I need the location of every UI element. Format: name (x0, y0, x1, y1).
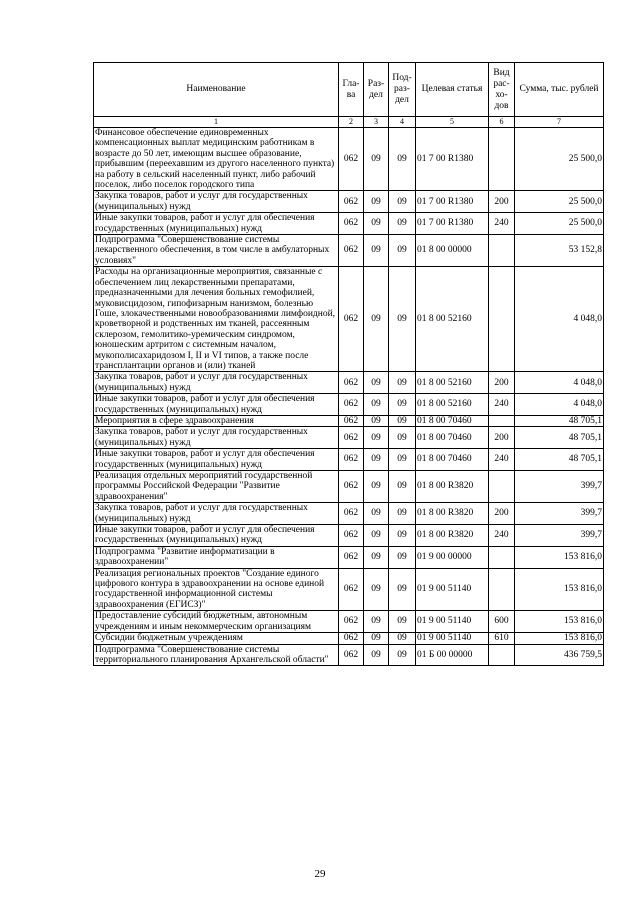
section-cell: 09 (364, 611, 389, 633)
target-article-cell: 01 8 00 00000 (416, 235, 489, 267)
row-name-cell: Подпрограмма "Совершенствование системы территориального планирования Архангельской области" (94, 644, 339, 666)
section-cell: 09 (364, 568, 389, 611)
table-row (94, 546, 604, 568)
target-article-cell: 01 8 00 70460 (416, 415, 489, 426)
section-cell: 09 (364, 267, 389, 372)
column-number-row (94, 117, 604, 128)
section-cell: 09 (364, 415, 389, 426)
expense-type-cell: 240 (489, 525, 515, 547)
subsection-cell: 09 (389, 235, 416, 267)
row-name-cell: Мероприятия в сфере здравоохранения (94, 415, 339, 426)
target-article-cell: 01 8 00 70460 (416, 449, 489, 471)
budget-table (93, 62, 604, 666)
expense-type-cell: 200 (489, 503, 515, 525)
table-row (94, 415, 604, 426)
section-cell: 09 (364, 235, 389, 267)
subsection-cell: 09 (389, 568, 416, 611)
table-row (94, 267, 604, 372)
expense-type-cell (489, 128, 515, 191)
expense-type-cell: 600 (489, 611, 515, 633)
chapter-cell: 062 (339, 191, 364, 213)
table-row (94, 372, 604, 394)
target-article-cell: 01 9 00 51140 (416, 611, 489, 633)
chapter-cell: 062 (339, 644, 364, 666)
column-number: 7 (515, 117, 604, 128)
table-row (94, 633, 604, 644)
expense-type-cell (489, 568, 515, 611)
row-name-cell: Закупка товаров, работ и услуг для государственных (муниципальных) нужд (94, 191, 339, 213)
section-cell: 09 (364, 191, 389, 213)
section-cell: 09 (364, 213, 389, 235)
section-cell: 09 (364, 471, 389, 503)
column-number: 1 (94, 117, 339, 128)
chapter-cell: 062 (339, 372, 364, 394)
table-row (94, 394, 604, 416)
page-number: 29 (314, 868, 326, 880)
row-name-cell: Реализация отдельных мероприятий государственной программы Российской Федерации "Развитие здравоохранения" (94, 471, 339, 503)
table-row (94, 128, 604, 191)
sum-cell: 48 705,1 (515, 449, 604, 471)
table-body (94, 128, 604, 666)
row-name-cell: Иные закупки товаров, работ и услуг для обеспечения государственных (муниципальных) нужд (94, 525, 339, 547)
row-name-cell: Реализация региональных проектов "Создание единого цифрового контура в здравоохранении на основе единой государственной информационной системы здравоохранения (ЕГИСЗ)" (94, 568, 339, 611)
row-name-cell: Закупка товаров, работ и услуг для государственных (муниципальных) нужд (94, 427, 339, 449)
row-name-cell: Субсидии бюджетным учреждениям (94, 633, 339, 644)
column-number: 6 (489, 117, 515, 128)
subsection-cell: 09 (389, 546, 416, 568)
chapter-cell: 062 (339, 546, 364, 568)
subsection-cell: 09 (389, 128, 416, 191)
chapter-cell: 062 (339, 427, 364, 449)
subsection-cell: 09 (389, 191, 416, 213)
chapter-cell: 062 (339, 525, 364, 547)
expense-type-cell (489, 235, 515, 267)
sum-cell: 153 816,0 (515, 568, 604, 611)
row-name-cell: Подпрограмма "Совершенствование системы лекарственного обеспечения, в том числе в амбулаторных условиях" (94, 235, 339, 267)
section-cell: 09 (364, 644, 389, 666)
sum-cell: 399,7 (515, 471, 604, 503)
row-name-cell: Закупка товаров, работ и услуг для государственных (муниципальных) нужд (94, 372, 339, 394)
subsection-cell: 09 (389, 213, 416, 235)
target-article-cell: 01 8 00 R3820 (416, 471, 489, 503)
target-article-cell: 01 9 00 00000 (416, 546, 489, 568)
subsection-cell: 09 (389, 471, 416, 503)
header-expense-type: Вид рас-хо-дов (489, 63, 515, 117)
section-cell: 09 (364, 546, 389, 568)
expense-type-cell (489, 415, 515, 426)
header-subsection: Под-раз-дел (389, 63, 416, 117)
table-row (94, 611, 604, 633)
target-article-cell: 01 7 00 R1380 (416, 213, 489, 235)
chapter-cell: 062 (339, 503, 364, 525)
sum-cell: 48 705,1 (515, 427, 604, 449)
sum-cell: 48 705,1 (515, 415, 604, 426)
table-row (94, 503, 604, 525)
subsection-cell: 09 (389, 611, 416, 633)
table-row (94, 644, 604, 666)
expense-type-cell: 240 (489, 213, 515, 235)
sum-cell: 25 500,0 (515, 213, 604, 235)
subsection-cell: 09 (389, 372, 416, 394)
column-number: 4 (389, 117, 416, 128)
subsection-cell: 09 (389, 415, 416, 426)
section-cell: 09 (364, 394, 389, 416)
expense-type-cell (489, 267, 515, 372)
header-sum: Сумма, тыс. рублей (515, 63, 604, 117)
subsection-cell: 09 (389, 427, 416, 449)
table-row (94, 191, 604, 213)
sum-cell: 399,7 (515, 503, 604, 525)
sum-cell: 4 048,0 (515, 394, 604, 416)
row-name-cell: Предоставление субсидий бюджетным, автономным учреждениям и иным некоммерческим организациям (94, 611, 339, 633)
chapter-cell: 062 (339, 235, 364, 267)
chapter-cell: 062 (339, 415, 364, 426)
row-name-cell: Иные закупки товаров, работ и услуг для обеспечения государственных (муниципальных) нужд (94, 213, 339, 235)
chapter-cell: 062 (339, 267, 364, 372)
subsection-cell: 09 (389, 644, 416, 666)
expense-type-cell: 200 (489, 191, 515, 213)
chapter-cell: 062 (339, 213, 364, 235)
expense-type-cell: 200 (489, 372, 515, 394)
table-row (94, 235, 604, 267)
target-article-cell: 01 8 00 70460 (416, 427, 489, 449)
section-cell: 09 (364, 449, 389, 471)
chapter-cell: 062 (339, 611, 364, 633)
sum-cell: 25 500,0 (515, 128, 604, 191)
target-article-cell: 01 Б 00 00000 (416, 644, 489, 666)
expense-type-cell: 200 (489, 427, 515, 449)
expense-type-cell: 610 (489, 633, 515, 644)
header-chapter: Гла-ва (339, 63, 364, 117)
table-row (94, 568, 604, 611)
chapter-cell: 062 (339, 471, 364, 503)
target-article-cell: 01 9 00 51140 (416, 633, 489, 644)
sum-cell: 153 816,0 (515, 633, 604, 644)
sum-cell: 25 500,0 (515, 191, 604, 213)
section-cell: 09 (364, 503, 389, 525)
section-cell: 09 (364, 427, 389, 449)
expense-type-cell (489, 644, 515, 666)
column-number: 5 (416, 117, 489, 128)
chapter-cell: 062 (339, 568, 364, 611)
section-cell: 09 (364, 633, 389, 644)
header-section: Раз-дел (364, 63, 389, 117)
row-name-cell: Закупка товаров, работ и услуг для государственных (муниципальных) нужд (94, 503, 339, 525)
sum-cell: 153 816,0 (515, 546, 604, 568)
table-row (94, 449, 604, 471)
expense-type-cell (489, 471, 515, 503)
expense-type-cell: 240 (489, 449, 515, 471)
column-number: 2 (339, 117, 364, 128)
expense-type-cell (489, 546, 515, 568)
row-name-cell: Подпрограмма "Развитие информатизации в здравоохранении" (94, 546, 339, 568)
sum-cell: 436 759,5 (515, 644, 604, 666)
table-row (94, 427, 604, 449)
target-article-cell: 01 8 00 52160 (416, 394, 489, 416)
chapter-cell: 062 (339, 128, 364, 191)
sum-cell: 399,7 (515, 525, 604, 547)
target-article-cell: 01 8 00 R3820 (416, 525, 489, 547)
section-cell: 09 (364, 525, 389, 547)
target-article-cell: 01 9 00 51140 (416, 568, 489, 611)
target-article-cell: 01 8 00 52160 (416, 267, 489, 372)
table-row (94, 471, 604, 503)
subsection-cell: 09 (389, 633, 416, 644)
header-name: Наименование (94, 63, 339, 117)
subsection-cell: 09 (389, 394, 416, 416)
subsection-cell: 09 (389, 525, 416, 547)
target-article-cell: 01 8 00 52160 (416, 372, 489, 394)
table-row (94, 525, 604, 547)
header-row (94, 63, 604, 117)
subsection-cell: 09 (389, 503, 416, 525)
row-name-cell: Иные закупки товаров, работ и услуг для обеспечения государственных (муниципальных) нужд (94, 449, 339, 471)
sum-cell: 153 816,0 (515, 611, 604, 633)
chapter-cell: 062 (339, 394, 364, 416)
column-number: 3 (364, 117, 389, 128)
section-cell: 09 (364, 128, 389, 191)
sum-cell: 53 152,8 (515, 235, 604, 267)
header-target-article: Целевая статья (416, 63, 489, 117)
subsection-cell: 09 (389, 449, 416, 471)
subsection-cell: 09 (389, 267, 416, 372)
sum-cell: 4 048,0 (515, 267, 604, 372)
chapter-cell: 062 (339, 633, 364, 644)
sum-cell: 4 048,0 (515, 372, 604, 394)
table-row (94, 213, 604, 235)
section-cell: 09 (364, 372, 389, 394)
target-article-cell: 01 8 00 R3820 (416, 503, 489, 525)
expense-type-cell: 240 (489, 394, 515, 416)
row-name-cell: Иные закупки товаров, работ и услуг для обеспечения государственных (муниципальных) нужд (94, 394, 339, 416)
chapter-cell: 062 (339, 449, 364, 471)
row-name-cell: Финансовое обеспечение единовременных компенсационных выплат медицинским работникам в возрасте до 50 лет, имеющим высшее образование, прибывшим (переехавшим из другого населенного пункта) на работу в сельский населенный пункт, либо рабочий поселок, либо поселок городского типа (94, 128, 339, 191)
row-name-cell: Расходы на организационные мероприятия, связанные с обеспечением лиц лекарственными препаратами, предназначенными для лечения больных гемофилией, муковисцидозом, гипофизарным нанизмом, болезнью Гоше, злокачественными новообразованиями лимфоидной, кроветворной и родственных им тканей, рассеянным склерозом, гемолитико-уремическим синдромом, юношеским артритом с системным началом, мукополисахаридозом I, II и VI типов, а также после трансплантации органов и (или) тканей (94, 267, 339, 372)
target-article-cell: 01 7 00 R1380 (416, 191, 489, 213)
target-article-cell: 01 7 00 R1380 (416, 128, 489, 191)
